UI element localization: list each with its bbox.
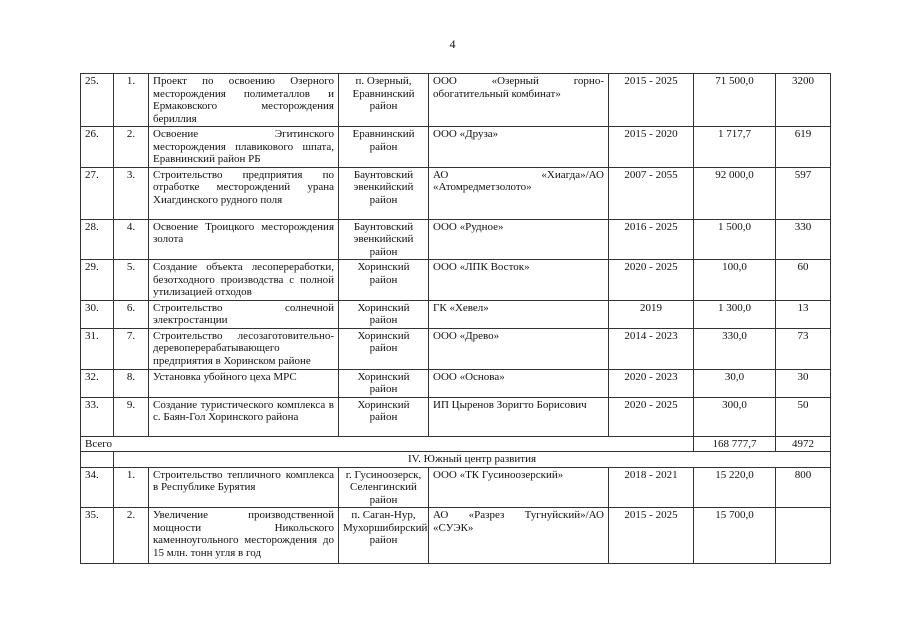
project-name: Установка убойного цеха МРС xyxy=(149,369,339,397)
project-location: г. Гусиноозерск, Селенгинский район xyxy=(339,467,429,508)
row-index: 4. xyxy=(114,219,149,260)
project-location: Баунтовский эвенкийский район xyxy=(339,167,429,219)
row-index: 2. xyxy=(114,127,149,168)
project-period: 2020 - 2025 xyxy=(609,260,694,301)
project-jobs: 73 xyxy=(776,328,831,369)
project-company: ГК «Хевел» xyxy=(429,300,609,328)
row-index: 3. xyxy=(114,167,149,219)
project-name: Строительство солнечной электростанции xyxy=(149,300,339,328)
row-number: 31. xyxy=(81,328,114,369)
project-investment: 92 000,0 xyxy=(694,167,776,219)
project-jobs: 3200 xyxy=(776,74,831,127)
project-jobs xyxy=(776,508,831,564)
project-investment: 1 500,0 xyxy=(694,219,776,260)
project-name: Строительство предприятия по отработке месторождений урана Хиагдинского рудного поля xyxy=(149,167,339,219)
project-period: 2007 - 2055 xyxy=(609,167,694,219)
project-location: Хоринский район xyxy=(339,397,429,436)
project-company: ООО «ТК Гусиноозерский» xyxy=(429,467,609,508)
project-investment: 100,0 xyxy=(694,260,776,301)
table-total-group xyxy=(81,436,831,467)
table-row xyxy=(81,467,831,508)
projects-table xyxy=(80,73,831,564)
total-label: Всего xyxy=(81,436,694,452)
table-row xyxy=(81,508,831,564)
project-jobs: 13 xyxy=(776,300,831,328)
project-investment: 300,0 xyxy=(694,397,776,436)
project-company: АО «Разрез Тугнуйский»/АО «СУЭК» xyxy=(429,508,609,564)
table-body-group-2 xyxy=(81,467,831,564)
row-number: 30. xyxy=(81,300,114,328)
section-header-row xyxy=(81,452,831,468)
project-period: 2020 - 2023 xyxy=(609,369,694,397)
project-period: 2015 - 2020 xyxy=(609,127,694,168)
project-investment: 1 300,0 xyxy=(694,300,776,328)
row-index: 7. xyxy=(114,328,149,369)
project-jobs: 30 xyxy=(776,369,831,397)
project-company: ИП Цыренов Зоригто Борисович xyxy=(429,397,609,436)
project-company: ООО «Друза» xyxy=(429,127,609,168)
row-number: 34. xyxy=(81,467,114,508)
table-row xyxy=(81,219,831,260)
project-location: п. Саган-Нур, Мухоршибирский район xyxy=(339,508,429,564)
project-company: ООО «ЛПК Восток» xyxy=(429,260,609,301)
table-row xyxy=(81,167,831,219)
project-name: Увеличение производственной мощности Никольского каменноугольного месторождения до 15 млн. тонн угля в год xyxy=(149,508,339,564)
project-period: 2018 - 2021 xyxy=(609,467,694,508)
row-number: 33. xyxy=(81,397,114,436)
project-period: 2015 - 2025 xyxy=(609,508,694,564)
row-index: 1. xyxy=(114,467,149,508)
row-index: 9. xyxy=(114,397,149,436)
project-name: Проект по освоению Озерного месторождения полиметаллов и Ермаковского месторождения бериллия xyxy=(149,74,339,127)
project-location: Хоринский район xyxy=(339,369,429,397)
table-body-group-1 xyxy=(81,74,831,437)
project-jobs: 50 xyxy=(776,397,831,436)
project-location: Хоринский район xyxy=(339,328,429,369)
project-jobs: 800 xyxy=(776,467,831,508)
project-location: Баунтовский эвенкийский район xyxy=(339,219,429,260)
project-investment: 15 700,0 xyxy=(694,508,776,564)
project-period: 2020 - 2025 xyxy=(609,397,694,436)
row-number: 26. xyxy=(81,127,114,168)
project-location: Хоринский район xyxy=(339,260,429,301)
row-number: 27. xyxy=(81,167,114,219)
row-index: 1. xyxy=(114,74,149,127)
row-index: 5. xyxy=(114,260,149,301)
project-company: ООО «Озерный горно-обогатительный комбинат» xyxy=(429,74,609,127)
row-number: 35. xyxy=(81,508,114,564)
project-jobs: 330 xyxy=(776,219,831,260)
project-jobs: 597 xyxy=(776,167,831,219)
project-location: Еравнинский район xyxy=(339,127,429,168)
table-row xyxy=(81,328,831,369)
total-investment: 168 777,7 xyxy=(694,436,776,452)
total-jobs: 4972 xyxy=(776,436,831,452)
project-name: Создание туристического комплекса в с. Баян-Гол Хоринского района xyxy=(149,397,339,436)
row-number: 28. xyxy=(81,219,114,260)
section-title: IV. Южный центр развития xyxy=(114,452,831,468)
project-investment: 15 220,0 xyxy=(694,467,776,508)
project-company: АО «Хиагда»/АО «Атомредметзолото» xyxy=(429,167,609,219)
table-row xyxy=(81,127,831,168)
project-jobs: 60 xyxy=(776,260,831,301)
project-investment: 1 717,7 xyxy=(694,127,776,168)
table-row xyxy=(81,300,831,328)
project-location: Хоринский район xyxy=(339,300,429,328)
project-investment: 30,0 xyxy=(694,369,776,397)
project-name: Строительство лесозаготовительно-деревоперерабатывающего предприятия в Хоринском районе xyxy=(149,328,339,369)
project-period: 2019 xyxy=(609,300,694,328)
row-index: 6. xyxy=(114,300,149,328)
project-company: ООО «Основа» xyxy=(429,369,609,397)
project-period: 2016 - 2025 xyxy=(609,219,694,260)
total-row xyxy=(81,436,831,452)
project-name: Создание объекта лесопереработки, безотходного производства с полной утилизацией отходов xyxy=(149,260,339,301)
row-number: 25. xyxy=(81,74,114,127)
project-investment: 330,0 xyxy=(694,328,776,369)
page-number: 4 xyxy=(449,37,456,51)
project-company: ООО «Древо» xyxy=(429,328,609,369)
row-number: 32. xyxy=(81,369,114,397)
project-location: п. Озерный, Еравнинский район xyxy=(339,74,429,127)
project-name: Освоение Троицкого месторождения золота xyxy=(149,219,339,260)
project-name: Строительство тепличного комплекса в Республике Бурятия xyxy=(149,467,339,508)
row-number: 29. xyxy=(81,260,114,301)
project-name: Освоение Эгитинского месторождения плавикового шпата, Еравнинский район РБ xyxy=(149,127,339,168)
table-row xyxy=(81,397,831,436)
table-row xyxy=(81,369,831,397)
project-jobs: 619 xyxy=(776,127,831,168)
table-row xyxy=(81,74,831,127)
project-company: ООО «Рудное» xyxy=(429,219,609,260)
project-period: 2015 - 2025 xyxy=(609,74,694,127)
row-index: 2. xyxy=(114,508,149,564)
project-period: 2014 - 2023 xyxy=(609,328,694,369)
project-investment: 71 500,0 xyxy=(694,74,776,127)
table-row xyxy=(81,260,831,301)
section-spacer-cell xyxy=(81,452,114,468)
row-index: 8. xyxy=(114,369,149,397)
